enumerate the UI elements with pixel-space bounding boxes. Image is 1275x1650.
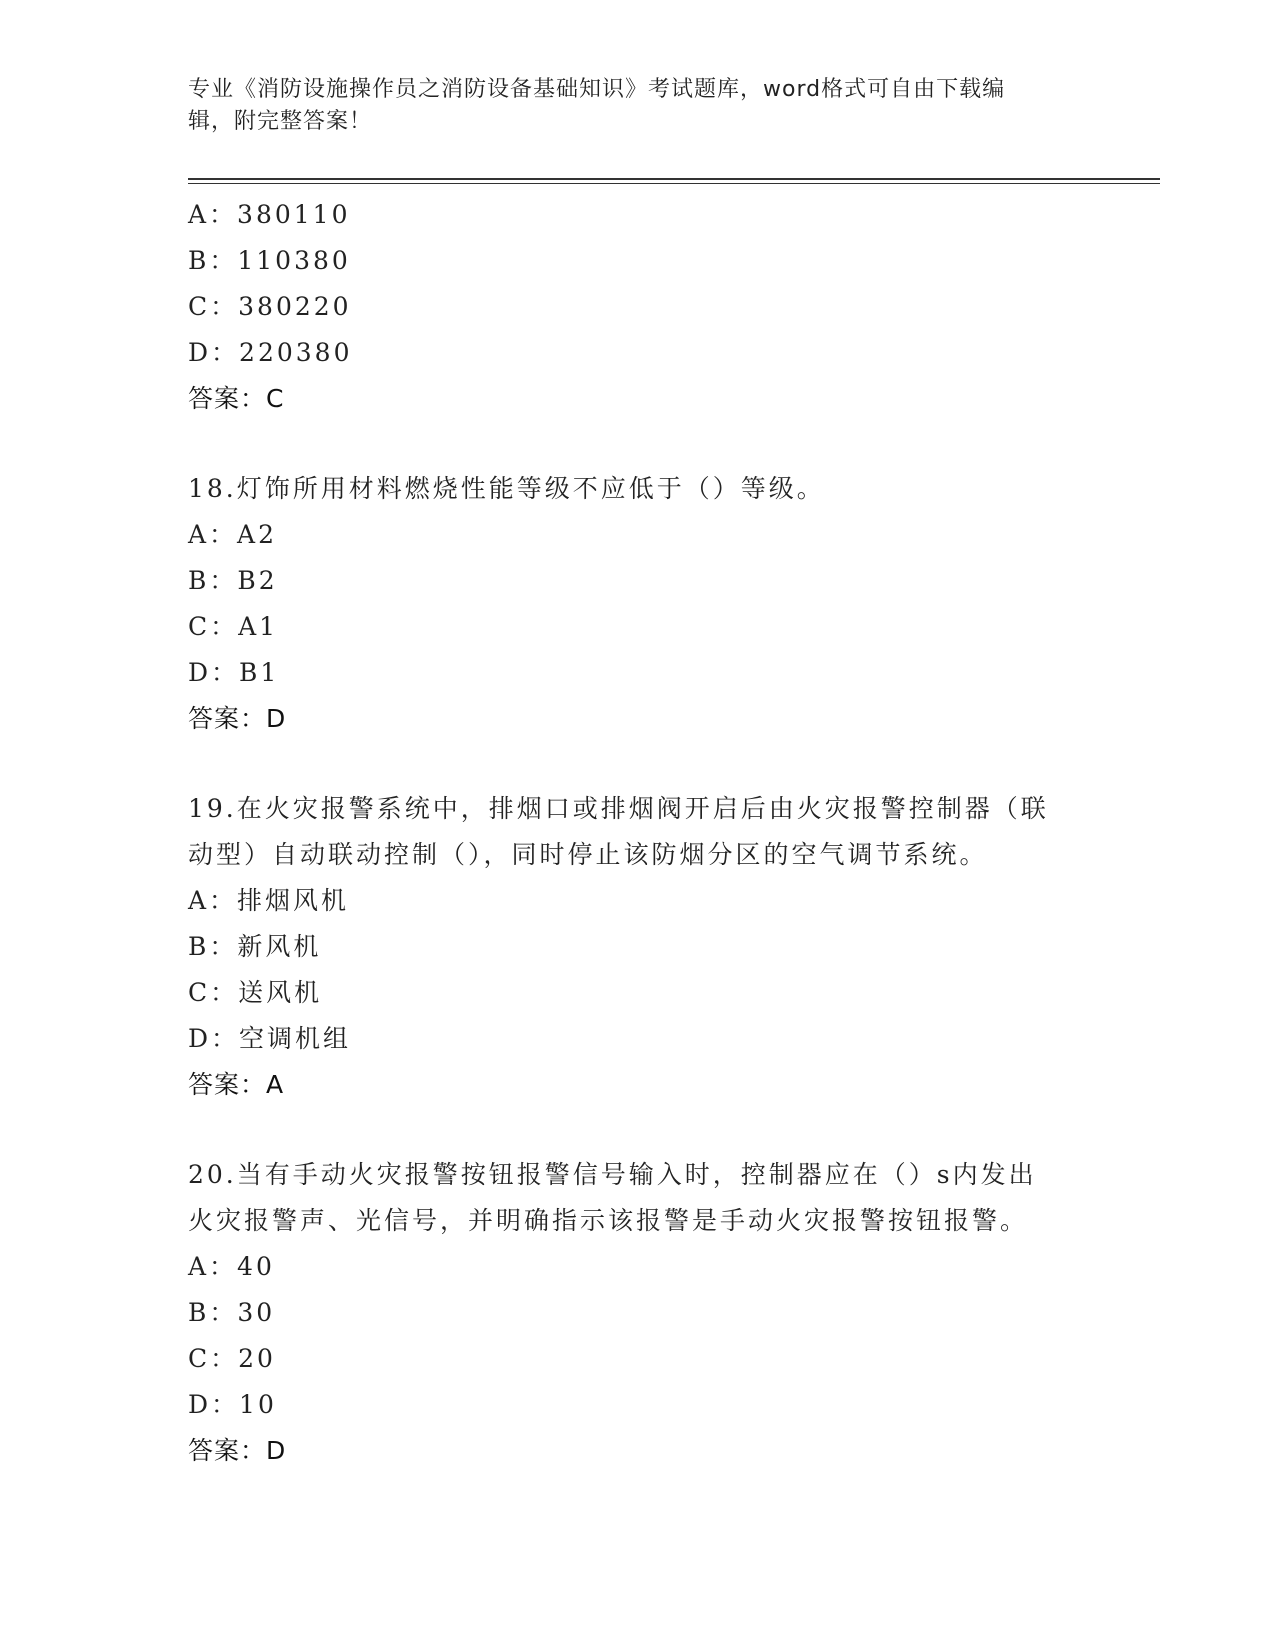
question-text: 18.灯饰所用材料燃烧性能等级不应低于（）等级。 — [188, 474, 825, 503]
question-block-20 — [188, 1152, 1088, 1474]
option-c: C：20 — [188, 1344, 276, 1373]
option-b: B：110380 — [188, 246, 351, 275]
option-d: D：220380 — [188, 338, 353, 367]
answer-line: 答案：A — [188, 1070, 285, 1099]
option-a: A：排烟风机 — [188, 886, 350, 915]
option-b: B：30 — [188, 1298, 276, 1327]
question-list — [188, 192, 1088, 1474]
option-c: C：A1 — [188, 612, 279, 641]
question-block-17 — [188, 192, 1088, 422]
question-text-line-1: 20.当有手动火灾报警按钮报警信号输入时，控制器应在（）s内发出 — [188, 1160, 1037, 1189]
option-a: A：A2 — [188, 520, 278, 549]
question-block-19 — [188, 786, 1088, 1108]
answer-line: 答案：D — [188, 1436, 287, 1465]
option-d: D：B1 — [188, 658, 280, 687]
option-b: B：B2 — [188, 566, 278, 595]
option-c: C：380220 — [188, 292, 352, 321]
option-b: B：新风机 — [188, 932, 322, 961]
question-block-18 — [188, 466, 1088, 742]
answer-line: 答案：D — [188, 704, 287, 733]
header-divider-thin — [188, 183, 1160, 184]
document-header — [188, 74, 1068, 138]
question-text-line-1: 19.在火灾报警系统中，排烟口或排烟阀开启后由火灾报警控制器（联 — [188, 794, 1049, 823]
option-c: C：送风机 — [188, 978, 323, 1007]
question-text-line-2: 动型）自动联动控制（），同时停止该防烟分区的空气调节系统。 — [188, 840, 988, 869]
header-divider-thick — [188, 178, 1160, 180]
header-line-1: 专业《消防设施操作员之消防设备基础知识》考试题库，word格式可自由下载编 — [188, 77, 1006, 102]
option-d: D：空调机组 — [188, 1024, 352, 1053]
option-a: A：40 — [188, 1252, 275, 1281]
question-text-line-2: 火灾报警声、光信号，并明确指示该报警是手动火灾报警按钮报警。 — [188, 1206, 1029, 1235]
header-line-2: 辑，附完整答案！ — [188, 109, 373, 134]
option-a: A：380110 — [188, 200, 351, 229]
option-d: D：10 — [188, 1390, 277, 1419]
answer-line: 答案：C — [188, 384, 285, 413]
